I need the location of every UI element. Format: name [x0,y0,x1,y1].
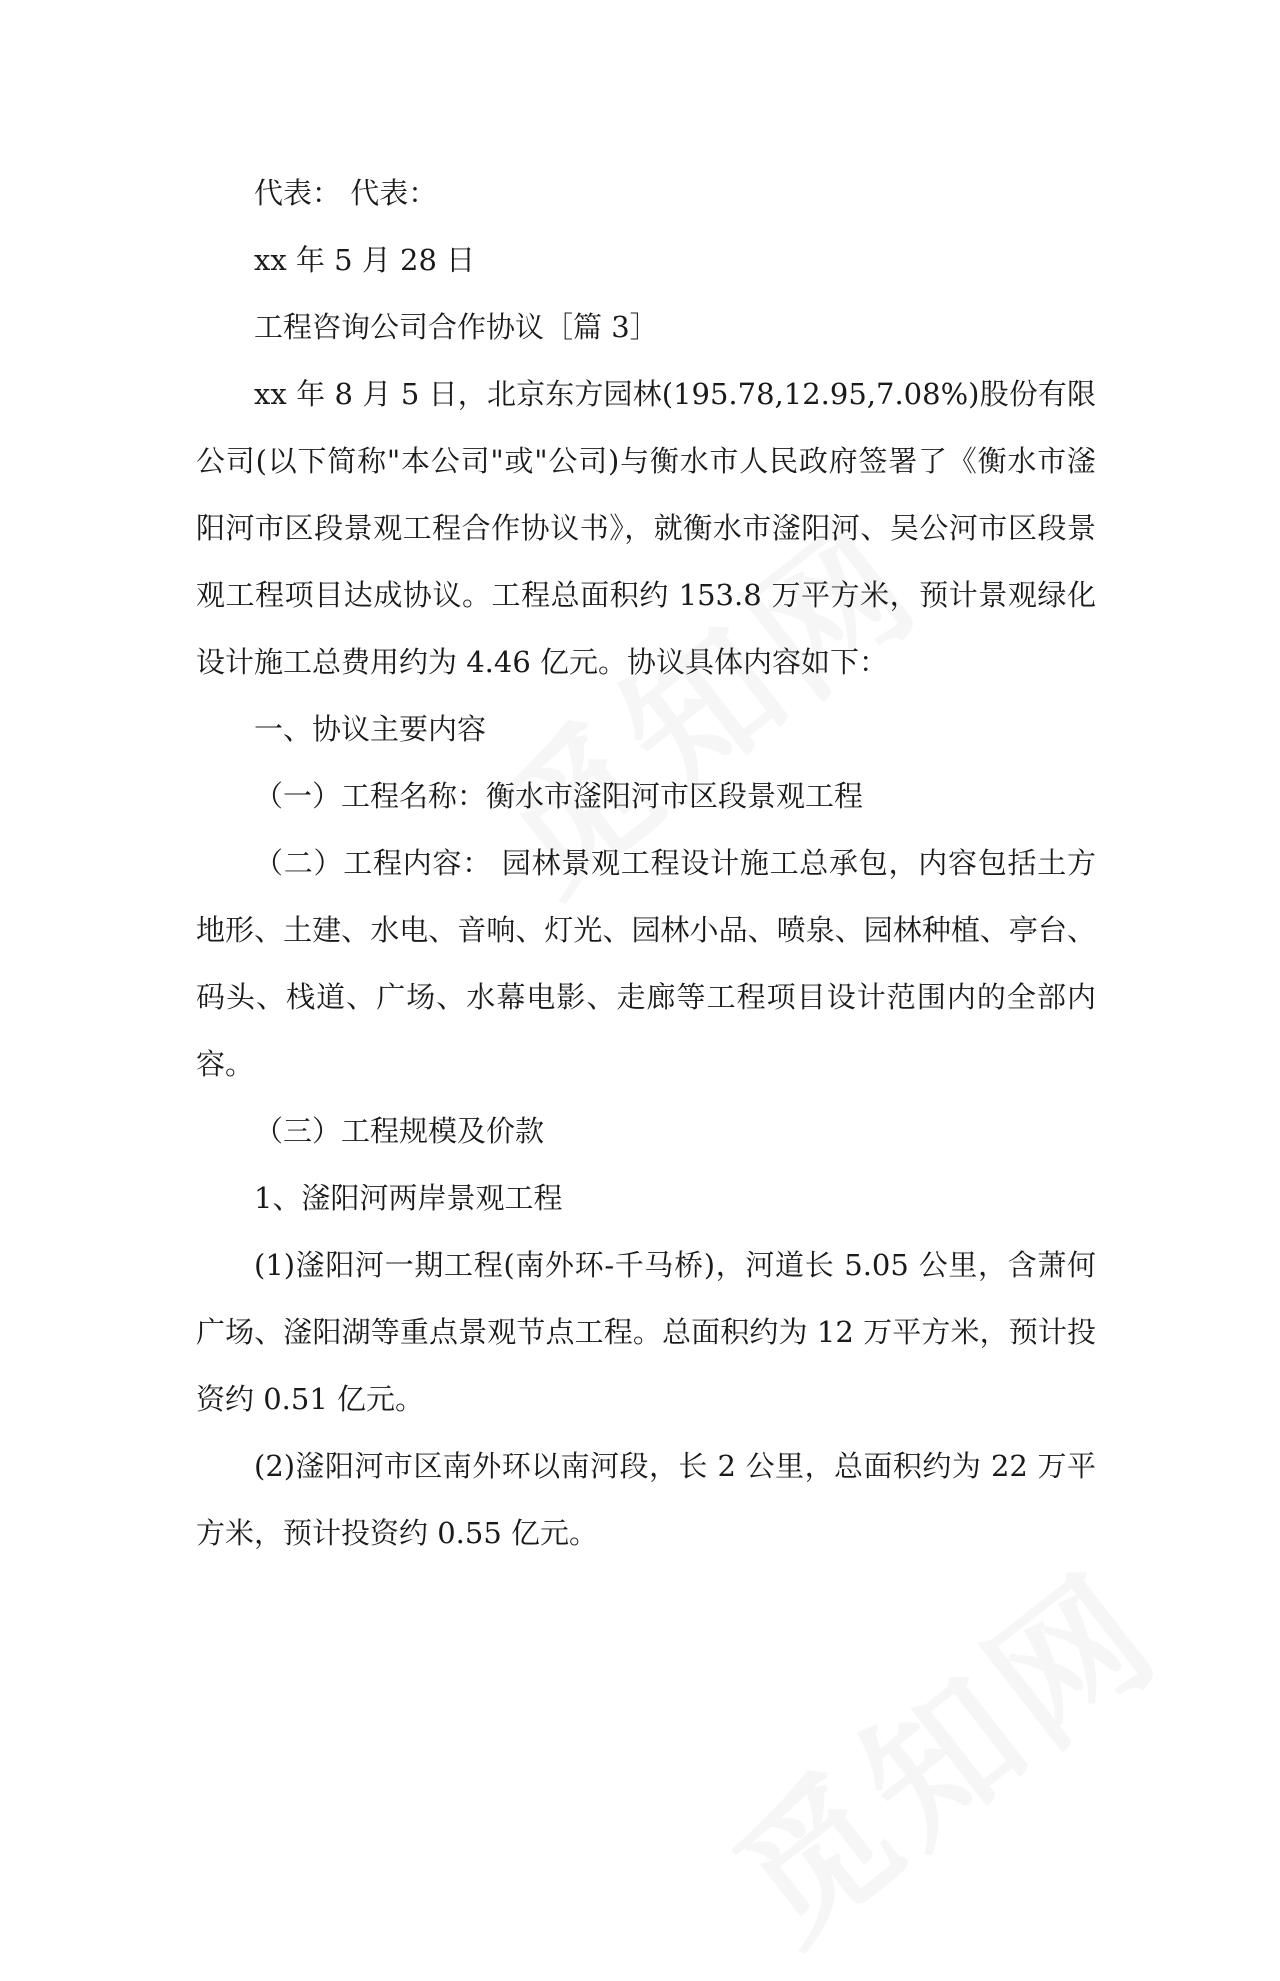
date-line: xx 年 5 月 28 日 [254,243,476,277]
item-phase-one: (1)滏阳河一期工程(南外环-千马桥)，河道长 5.05 公里，含萧何广场、滏阳湖等重点景观节点工程。总面积约为 12 万平方米，预计投资约 0.51 亿元。 [196,1248,1096,1416]
item-south-section: (2)滏阳河市区南外环以南河段，长 2 公里，总面积约为 22 万平方米，预计投资约 0.55 亿元。 [196,1449,1096,1550]
intro-paragraph: xx 年 8 月 5 日，北京东方园林(195.78,12.95,7.08%)股份有限公司(以下简称"本公司"或"公司)与衡水市人民政府签署了《衡水市滏阳河市区段景观工程合作协议书》，就衡水市滏阳河、吴公河市区段景观工程项目达成协议。工程总面积约 153.8 万平方米，预计景观绿化设计施工总费用约为 4.46 亿元。协议具体内容如下： [196,377,1096,679]
section-title: 工程咨询公司合作协议［篇 3］ [254,310,659,344]
document-body [196,160,1096,1567]
signature-line: 代表： 代表： [254,176,438,210]
heading-main-content: 一、协议主要内容 [254,712,487,746]
project-name: （一）工程名称：衡水市滏阳河市区段景观工程 [254,779,864,813]
project-content: （二）工程内容： 园林景观工程设计施工总承包，内容包括土方地形、土建、水电、音响、灯光、园林小品、喷泉、园林种植、亭台、码头、栈道、广场、水幕电影、走廊等工程项目设计范围内的全部内容。 [196,846,1096,1081]
watermark [684,1515,1195,1981]
subheading-river-landscape: 1、滏阳河两岸景观工程 [254,1181,563,1215]
heading-scale-price: （三）工程规模及价款 [254,1114,545,1148]
